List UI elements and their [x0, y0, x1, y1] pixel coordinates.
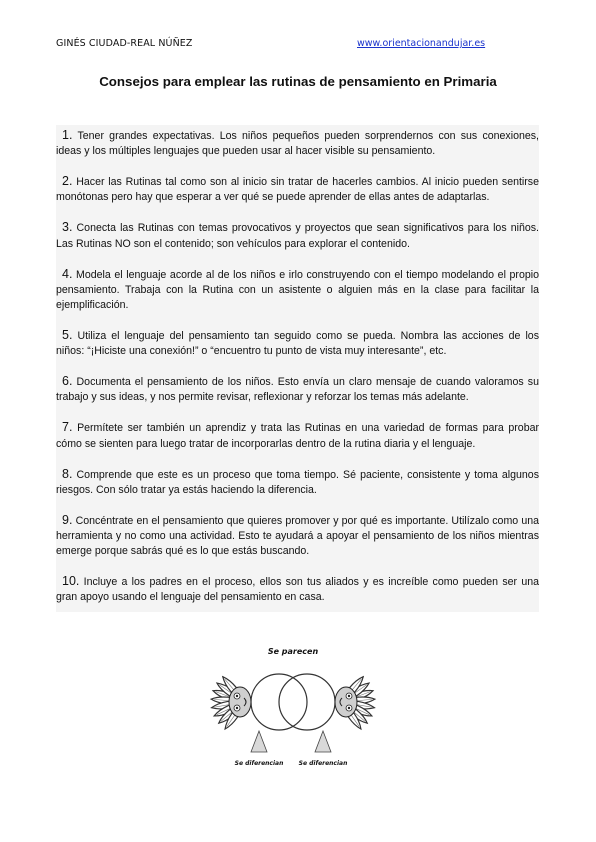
tip-item: [56, 420, 539, 451]
tip-number: 3.: [62, 220, 73, 235]
tip-item: [56, 220, 539, 251]
header-website-link[interactable]: www.orientacionandujar.es: [357, 38, 486, 49]
similarities-label: Se parecen: [267, 647, 319, 656]
tip-item: [56, 574, 539, 605]
header-author: GINÉS CIUDAD-REAL NÚÑEZ: [56, 38, 193, 49]
tip-text: Tener grandes expectativas. Los niños pequeños pueden sorprendernos con sus conexiones, ideas y los múltiples lenguajes que pueden usar al hacer visible su pensamiento.: [56, 130, 539, 158]
tip-text: Incluye a los padres en el proceso, ellos son tus aliados y es increíble como pueden ser una gran apoyo usando el lenguaje del pensamiento en casa.: [56, 576, 539, 604]
tip-text: Hacer las Rutinas tal como son al inicio sin tratar de hacerles cambios. Al inicio pueden sentirse monótonas pero hay que esperar a ver qué se puede aprender de ellas antes de adaptarlas.: [56, 176, 539, 204]
tip-text: Utiliza el lenguaje del pensamiento tan seguido como se pueda. Nombra las acciones de los niños: “¡Hiciste una conexión!” o “encuentro tu punto de vista muy interesante”, etc.: [56, 330, 539, 358]
left-differences-label: Se diferencian: [234, 760, 284, 767]
tip-item: [56, 174, 539, 205]
left-difference-pointer: [251, 731, 267, 752]
tip-item: [56, 467, 539, 498]
left-face-icon: [229, 687, 251, 717]
tip-number: 7.: [62, 420, 73, 435]
tip-item: [56, 328, 539, 359]
tip-number: 2.: [62, 174, 73, 189]
tip-item: [56, 128, 539, 159]
right-face-icon: [335, 687, 357, 717]
tip-text: Conecta las Rutinas con temas provocativos y proyectos que sean significativos para los niños. Las Rutinas NO son el contenido; son vehículos para explorar el contenido.: [56, 222, 539, 250]
tip-number: 9.: [62, 512, 73, 527]
tip-text: Documenta el pensamiento de los niños. Esto envía un claro mensaje de cuando valoramos su trabajo y sus ideas, y nos permite revisar, reflexionar y reforzar los temas más adelante.: [56, 376, 539, 404]
right-difference-pointer: [315, 731, 331, 752]
tip-item: [56, 513, 539, 560]
tip-number: 6.: [62, 374, 73, 389]
tip-text: Concéntrate en el pensamiento que quieres promover y por qué es importante. Utilízalo como una herramienta y no como una actividad. Esto te ayudará a apoyar el pensamiento de los niños mientras emerge porque sabrás qué es lo que estás buscando.: [56, 514, 539, 558]
tip-text: Modela el lenguaje acorde al de los niños e irlo construyendo con el tiempo modelando el propio pensamiento. Trabaja con la Rutina con un asistente o alguien más en la clase para facilitar la ejemplificación.: [56, 268, 539, 312]
page-title: Consejos para emplear las rutinas de pensamiento en Primaria: [99, 74, 497, 89]
tip-text: Permítete ser también un aprendiz y trata las Rutinas en una variedad de formas para probar cómo se sienten para luego tratar de incorporarlas dentro de la rutina diaria y el lenguaje.: [56, 422, 540, 450]
tip-item: [56, 374, 539, 405]
tips-list: [56, 125, 539, 612]
venn-diagram-illustration: [204, 632, 382, 772]
tip-number: 4.: [62, 266, 73, 281]
tip-text: Comprende que este es un proceso que toma tiempo. Sé paciente, consistente y toma algunos riesgos. Con sólo tratar ya estás haciendo la diferencia.: [56, 468, 539, 496]
tip-number: 8.: [62, 466, 73, 481]
right-differences-label: Se diferencian: [298, 760, 348, 767]
tip-number: 5.: [62, 328, 73, 343]
tip-number: 1.: [62, 128, 73, 142]
tip-item: [56, 267, 539, 314]
tip-number: 10.: [62, 574, 80, 589]
